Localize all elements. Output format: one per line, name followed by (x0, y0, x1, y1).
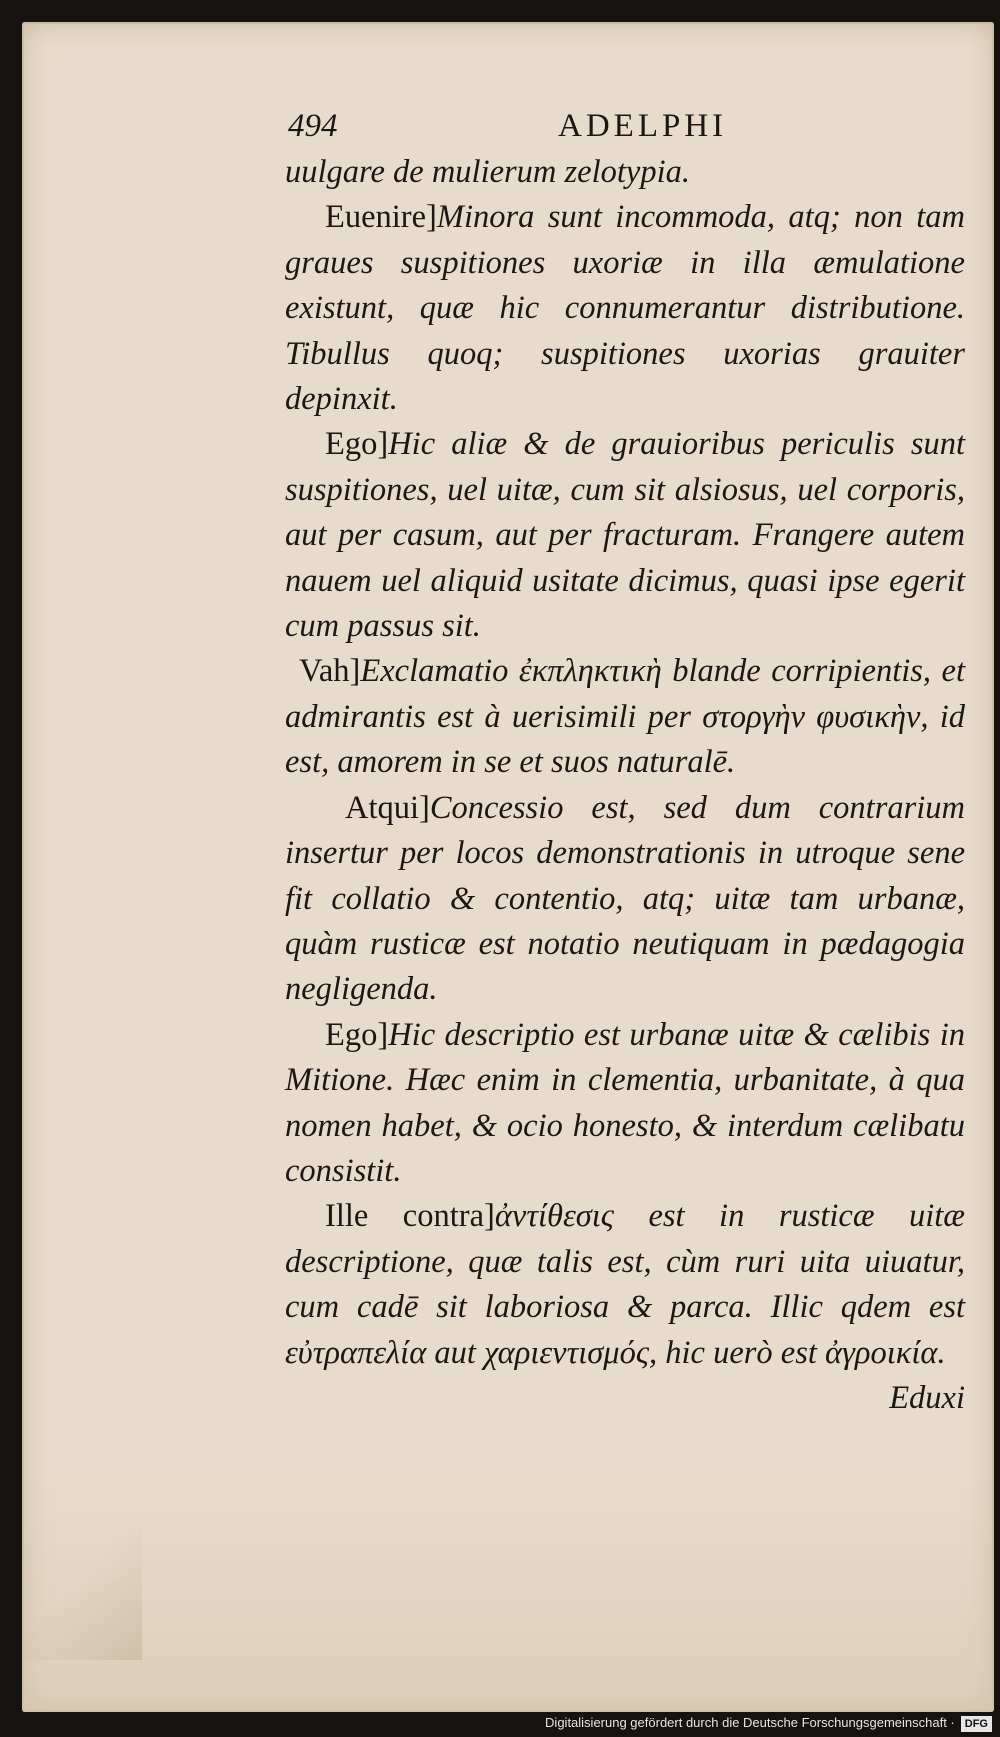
paragraph (285, 1194, 965, 1416)
catchword: Eduxi (889, 1379, 965, 1416)
lemma: Ille contra] (325, 1198, 495, 1235)
lemma: Euenire] (325, 199, 437, 236)
lemma: Ego] (325, 1016, 389, 1053)
page-number: 494 (288, 108, 338, 144)
paragraph (285, 786, 965, 1013)
paragraph-text: uulgare de mulierum zelotypia. (285, 154, 690, 190)
text-block (285, 150, 965, 1421)
paragraph-text: Minora sunt incommoda, atq; non tam graues suspitiones uxoriæ in illa æmulatione existunt, quæ hic connumerantur distributione. Tibullus quoq; suspitiones uxorias grauiter depinxit. (285, 199, 965, 418)
digitization-credit (192, 1711, 992, 1735)
paragraph-text: Hic descriptio est urbanæ uitæ & cælibis in Mitione. Hæc enim in clementia, urbanitate, à qua nomen habet, & ocio honesto, & interdum cælibatu consistit. (285, 1016, 965, 1189)
running-head: ADELPHI (558, 108, 728, 144)
paragraph (285, 1013, 965, 1195)
paragraph-text: ἀντίθεσις est in rusticæ uitæ descriptione, quæ talis est, cùm ruri uita uiuatur, cum cadē sit laboriosa & parca. Illic qdem est εὐτραπελία aut χαριεντισμός, hic uerò est ἀγροικία. (285, 1198, 965, 1371)
lemma: Atqui] (345, 789, 430, 826)
paragraph-text: Exclamatio ἐκπληκτικὴ blande corripientis, et admirantis est à uerisimili per στοργὴν φυσικὴν, id est, amorem in se et suos naturalē. (285, 653, 965, 781)
lemma: Vah] (299, 653, 361, 690)
page-stain (22, 1472, 994, 1712)
dfg-logo: DFG (961, 1716, 992, 1732)
credit-text: Digitalisierung gefördert durch die Deutsche Forschungsgemeinschaft · (545, 1715, 955, 1730)
page-header (288, 108, 748, 154)
paragraph (285, 422, 965, 649)
torn-page-corner (22, 1460, 142, 1660)
paragraph (285, 150, 965, 195)
paragraph-text: Hic aliæ & de grauioribus periculis sunt suspitiones, uel uitæ, cum sit alsiosus, uel corporis, aut per casum, aut per fracturam. Frangere autem nauem uel aliquid usitate dicimus, quasi ipse egerit cum passus sit. (285, 426, 965, 645)
paragraph (285, 195, 965, 422)
paragraph-text: Concessio est, sed dum contrarium insertur per locos demonstrationis in utroque sene fit collatio & contentio, atq; uitæ tam urbanæ, quàm rusticæ est notatio neutiquam in pædagogia negligenda. (285, 789, 965, 1008)
lemma: Ego] (325, 426, 389, 463)
paragraph (285, 649, 965, 785)
